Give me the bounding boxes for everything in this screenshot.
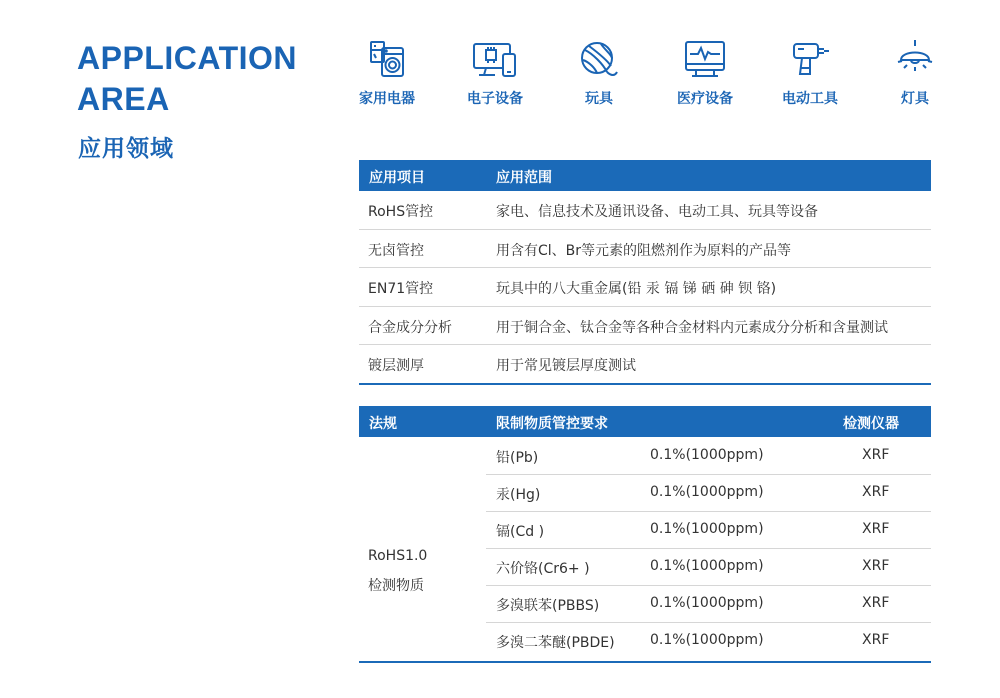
substance-cell: 铅(Pb) bbox=[496, 450, 539, 466]
regulation-name: RoHS1.0 bbox=[368, 548, 428, 564]
table-header bbox=[359, 406, 931, 437]
scope-cell: 用于常见镀层厚度测试 bbox=[496, 358, 636, 374]
regulation-table-body bbox=[359, 437, 931, 663]
item-cell: 镀层测厚 bbox=[368, 358, 424, 374]
regulation-cell bbox=[368, 541, 427, 601]
instrument-cell: XRF bbox=[862, 632, 890, 648]
item-cell: EN71管控 bbox=[368, 281, 434, 297]
table-row bbox=[486, 622, 931, 659]
table-row bbox=[359, 268, 931, 307]
item-cell: 合金成分分析 bbox=[368, 319, 452, 336]
page-title bbox=[77, 38, 297, 120]
lamp-icon bbox=[895, 38, 935, 82]
page-subtitle: 应用领域 bbox=[78, 136, 174, 162]
instrument-cell: XRF bbox=[862, 447, 890, 463]
yarn-ball-icon bbox=[577, 38, 621, 82]
scope-cell: 用于铜合金、钛合金等各种合金材料内元素成分分析和含量测试 bbox=[496, 319, 888, 336]
table-row bbox=[486, 548, 931, 586]
scope-cell: 玩具中的八大重金属(铅 汞 镉 锑 硒 砷 钡 铬) bbox=[496, 281, 777, 297]
title-line-1: APPLICATION bbox=[77, 40, 298, 76]
instrument-cell: XRF bbox=[862, 521, 890, 537]
substance-cell: 六价铬(Cr6+ ) bbox=[496, 561, 590, 577]
scope-cell: 用含有Cl、Br等元素的阻燃剂作为原料的产品等 bbox=[496, 242, 792, 259]
table-row bbox=[359, 191, 931, 230]
header-application-item: 应用项目 bbox=[369, 170, 425, 186]
limit-cell: 0.1%(1000ppm) bbox=[650, 447, 764, 463]
header-requirement: 限制物质管控要求 bbox=[496, 416, 608, 432]
application-table bbox=[359, 160, 931, 385]
table-row bbox=[486, 437, 931, 475]
icon-label-medical: 医疗设备 bbox=[677, 91, 733, 107]
power-drill-icon bbox=[788, 38, 832, 82]
limit-cell: 0.1%(1000ppm) bbox=[650, 521, 764, 537]
application-icons bbox=[355, 38, 945, 108]
icon-item-appliance bbox=[347, 38, 427, 108]
substance-cell: 多溴二苯醚(PBDE) bbox=[496, 635, 615, 651]
instrument-cell: XRF bbox=[862, 558, 890, 574]
icon-item-medical bbox=[665, 38, 745, 108]
regulation-table bbox=[359, 406, 931, 663]
item-cell: RoHS管控 bbox=[368, 204, 434, 220]
icon-item-electronics bbox=[455, 38, 535, 108]
icon-label-electronics: 电子设备 bbox=[467, 91, 523, 107]
table-header bbox=[359, 160, 931, 191]
substance-cell: 多溴联苯(PBBS) bbox=[496, 598, 600, 614]
table-row bbox=[359, 230, 931, 269]
table-row bbox=[486, 511, 931, 549]
regulation-subtitle: 检测物质 bbox=[368, 578, 424, 594]
substance-cell: 镉(Cd ) bbox=[496, 524, 545, 540]
header-application-scope: 应用范围 bbox=[496, 170, 552, 186]
medical-monitor-icon bbox=[682, 38, 728, 82]
table-row bbox=[359, 307, 931, 346]
table-row bbox=[359, 345, 931, 385]
table-row bbox=[486, 474, 931, 512]
icon-label-appliance: 家用电器 bbox=[359, 91, 415, 107]
item-cell: 无卤管控 bbox=[368, 242, 424, 259]
appliance-icon bbox=[365, 38, 409, 82]
title-line-2: AREA bbox=[77, 81, 170, 117]
limit-cell: 0.1%(1000ppm) bbox=[650, 558, 764, 574]
header-regulation: 法规 bbox=[369, 416, 397, 432]
instrument-cell: XRF bbox=[862, 595, 890, 611]
icon-label-lamps: 灯具 bbox=[901, 91, 929, 107]
icon-item-power-tools bbox=[770, 38, 850, 108]
limit-cell: 0.1%(1000ppm) bbox=[650, 484, 764, 500]
icon-item-lamps bbox=[875, 38, 955, 108]
substance-cell: 汞(Hg) bbox=[496, 487, 541, 503]
scope-cell: 家电、信息技术及通讯设备、电动工具、玩具等设备 bbox=[496, 204, 818, 220]
icon-label-toys: 玩具 bbox=[585, 91, 613, 107]
icon-label-power-tools: 电动工具 bbox=[782, 91, 838, 107]
header-instrument: 检测仪器 bbox=[843, 416, 899, 432]
icon-item-toys bbox=[559, 38, 639, 108]
table-row bbox=[486, 585, 931, 623]
instrument-cell: XRF bbox=[862, 484, 890, 500]
electronics-icon bbox=[471, 38, 519, 82]
limit-cell: 0.1%(1000ppm) bbox=[650, 632, 764, 648]
limit-cell: 0.1%(1000ppm) bbox=[650, 595, 764, 611]
